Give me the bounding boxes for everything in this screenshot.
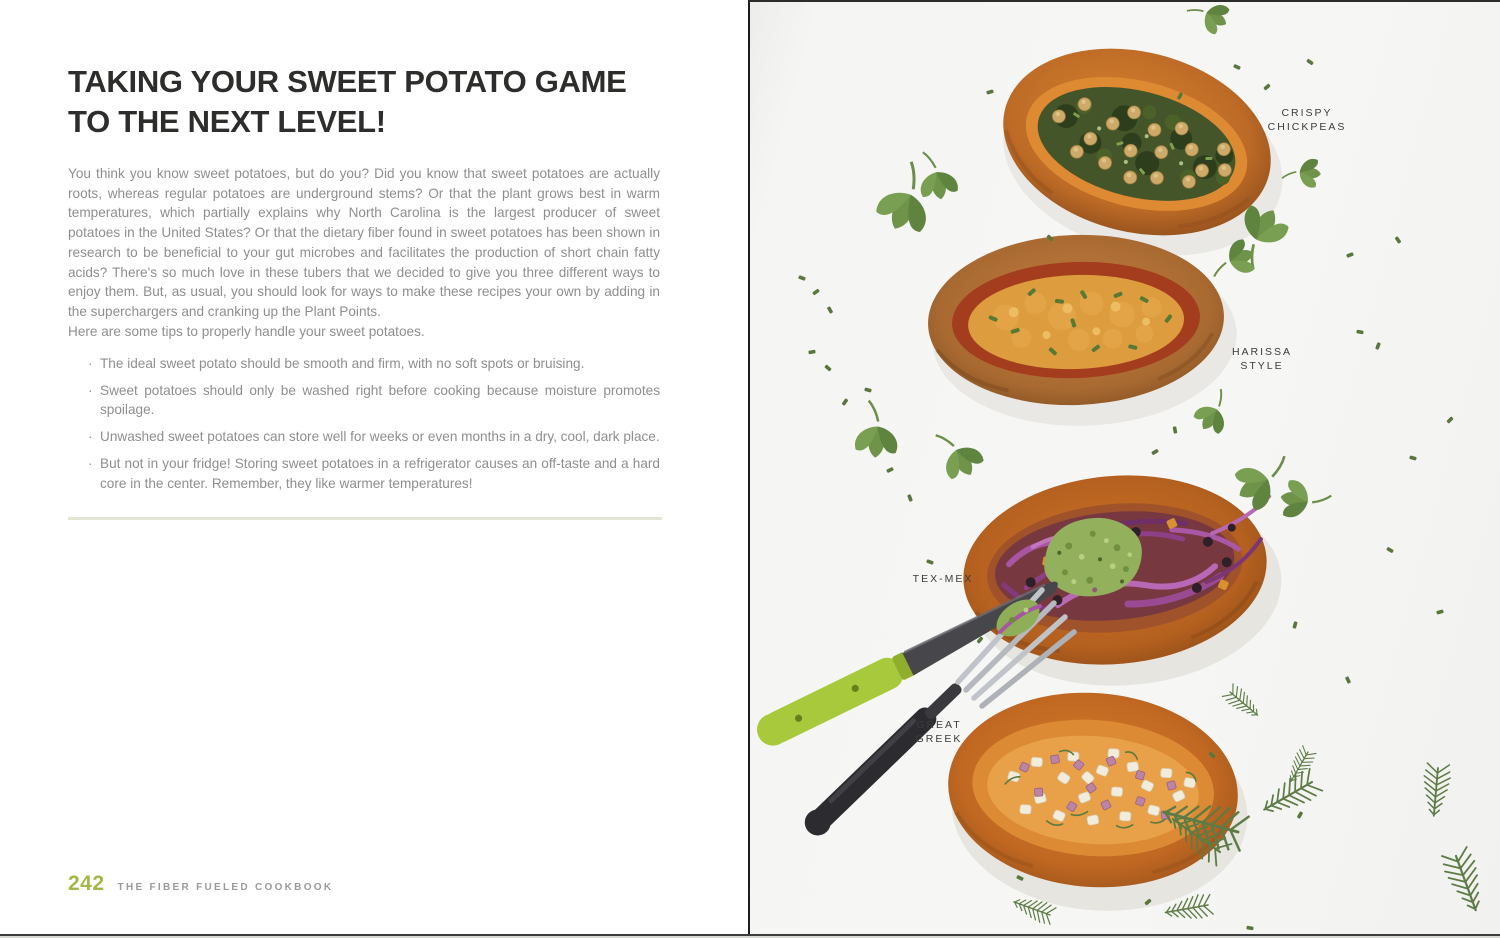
tip-item	[68, 454, 660, 493]
potato-tex-mex	[955, 462, 1289, 699]
label-great-greek	[884, 719, 994, 746]
page-spine	[748, 0, 750, 938]
label-crispy-chickpeas	[1252, 107, 1362, 134]
intro-followup: Here are some tips to properly handle your sweet potatoes.	[68, 323, 425, 339]
photo-top-edge	[749, 0, 1500, 2]
tip-text: Sweet potatoes should only be washed right before cooking because moisture promotes spoilage.	[100, 382, 660, 418]
label-harissa-style	[1207, 346, 1317, 373]
book-title: THE FIBER FUELED COOKBOOK	[117, 882, 334, 893]
tip-text: The ideal sweet potato should be smooth and firm, with no soft spots or bruising.	[100, 356, 585, 371]
left-page	[0, 0, 749, 938]
tip-text: But not in your fridge! Storing sweet potatoes in a refrigerator causes an off-taste and a hard core in the center. Remember, they like warmer temperatures!	[100, 455, 660, 491]
label-line: TEX-MEX	[912, 573, 974, 585]
tips-list	[68, 354, 660, 500]
intro-text	[68, 164, 660, 341]
label-line: GREAT	[916, 719, 962, 731]
stuffed-sweet-potatoes-photo	[750, 0, 1500, 938]
title-line-2: TO THE NEXT LEVEL!	[68, 104, 386, 139]
page-number: 242	[68, 872, 105, 895]
tip-text: Unwashed sweet potatoes can store well for weeks or even months in a dry, cool, dark place.	[100, 429, 660, 445]
tip-item	[68, 381, 660, 420]
page-footer	[68, 872, 333, 896]
page-title	[68, 62, 688, 142]
potato-harissa-style	[925, 229, 1239, 431]
label-line: CRISPY	[1281, 107, 1333, 119]
tip-item	[68, 354, 660, 374]
label-line: HARISSA	[1231, 346, 1293, 358]
label-line: STYLE	[1240, 359, 1284, 372]
label-tex-mex	[888, 573, 998, 587]
label-line: CHICKPEAS	[1267, 120, 1347, 133]
section-divider	[68, 517, 662, 520]
label-line: GREEK	[915, 732, 963, 745]
right-page-photo	[750, 0, 1500, 938]
intro-paragraph: You think you know sweet potatoes, but do you? Did you know that sweet potatoes are actually roots, whereas regular potatoes are underground stems? Or that the plant grows best in warm temperatures, which partially explains why North Carolina is the largest producer of sweet potatoes in the United States? Or that the dietary fiber found in sweet potatoes has been shown in research to be beneficial to your gut microbes and facilitates the production of short chain fatty acids? There's so much love in these tubers that we decided to give you three different ways to enjoy them. But, as usual, you should look for ways to make these recipes your own by adding in the superchargers and cranking up the Plant Points.	[68, 166, 660, 319]
title-line-1: TAKING YOUR SWEET POTATO GAME	[68, 64, 627, 99]
tip-item	[68, 427, 660, 447]
